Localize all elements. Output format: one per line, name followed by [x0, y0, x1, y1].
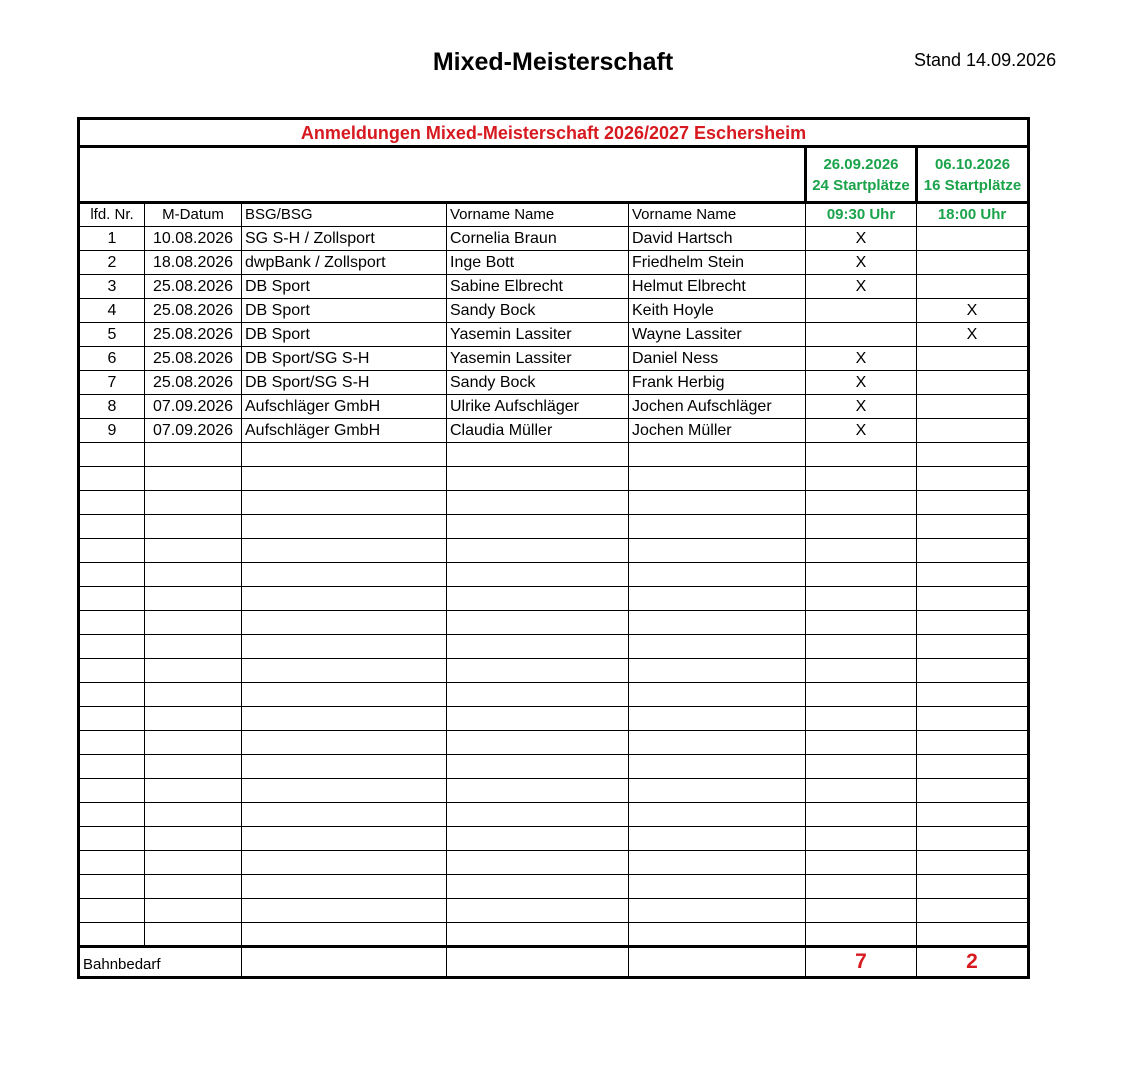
row-date: 25.08.2026: [145, 299, 242, 323]
row-bsg: [242, 563, 447, 587]
row-bsg: [242, 779, 447, 803]
row-event-2-mark: [917, 371, 1029, 395]
row-event-2-mark: [917, 419, 1029, 443]
stand-date: Stand 14.09.2026: [914, 50, 1057, 70]
row-number: [79, 563, 145, 587]
row-date: [145, 587, 242, 611]
row-number: 8: [79, 395, 145, 419]
row-number: 4: [79, 299, 145, 323]
row-number: [79, 875, 145, 899]
row-bsg: DB Sport/SG S-H: [242, 371, 447, 395]
row-name1: [447, 611, 629, 635]
row-number: [79, 443, 145, 467]
row-event-1-mark: [806, 635, 917, 659]
row-name1: [447, 659, 629, 683]
table-row: [79, 347, 1029, 371]
row-date: 18.08.2026: [145, 251, 242, 275]
row-event-1-mark: [806, 515, 917, 539]
row-bsg: Aufschläger GmbH: [242, 419, 447, 443]
row-number: [79, 635, 145, 659]
row-number: [79, 539, 145, 563]
row-event-1-mark: [806, 683, 917, 707]
footer-sum-event-1: 7: [806, 947, 917, 978]
footer-empty: [242, 947, 447, 978]
row-name1: Claudia Müller: [447, 419, 629, 443]
row-event-1-mark: [806, 827, 917, 851]
row-bsg: [242, 635, 447, 659]
row-event-2-mark: [917, 563, 1029, 587]
footer-label: Bahnbedarf: [79, 947, 242, 978]
row-name1: [447, 539, 629, 563]
row-event-1-mark: [806, 899, 917, 923]
row-bsg: [242, 587, 447, 611]
row-event-2-mark: [917, 707, 1029, 731]
row-name2: Jochen Aufschläger: [629, 395, 806, 419]
table-row: [79, 251, 1029, 275]
row-name1: [447, 707, 629, 731]
registration-table: [77, 117, 1030, 979]
row-number: 2: [79, 251, 145, 275]
row-date: [145, 491, 242, 515]
row-event-2-mark: [917, 923, 1029, 947]
row-event-2-mark: [917, 491, 1029, 515]
row-number: 6: [79, 347, 145, 371]
table-row: [79, 443, 1029, 467]
table-row: [79, 707, 1029, 731]
row-name2: David Hartsch: [629, 227, 806, 251]
row-name1: Sandy Bock: [447, 371, 629, 395]
row-name1: [447, 827, 629, 851]
table-row: [79, 491, 1029, 515]
row-name2: [629, 683, 806, 707]
row-bsg: DB Sport: [242, 323, 447, 347]
event-2-slots: 16 Startplätze: [923, 176, 1022, 194]
event-1-header: [806, 147, 917, 203]
row-event-2-mark: X: [917, 323, 1029, 347]
row-event-1-mark: [806, 779, 917, 803]
row-name2: [629, 443, 806, 467]
table-row: [79, 419, 1029, 443]
row-event-1-mark: [806, 299, 917, 323]
row-bsg: DB Sport: [242, 299, 447, 323]
row-number: [79, 851, 145, 875]
row-bsg: Aufschläger GmbH: [242, 395, 447, 419]
row-date: [145, 923, 242, 947]
row-event-2-mark: [917, 683, 1029, 707]
footer-empty: [447, 947, 629, 978]
row-bsg: [242, 923, 447, 947]
row-bsg: [242, 515, 447, 539]
row-name1: Sabine Elbrecht: [447, 275, 629, 299]
row-name2: [629, 875, 806, 899]
row-date: [145, 779, 242, 803]
row-number: 7: [79, 371, 145, 395]
row-date: [145, 875, 242, 899]
table-row: [79, 851, 1029, 875]
row-name1: Cornelia Braun: [447, 227, 629, 251]
footer-empty: [629, 947, 806, 978]
row-name2: [629, 587, 806, 611]
row-date: [145, 755, 242, 779]
row-bsg: [242, 683, 447, 707]
table-row: [79, 395, 1029, 419]
row-bsg: [242, 443, 447, 467]
row-date: [145, 635, 242, 659]
row-name2: [629, 491, 806, 515]
row-event-1-mark: [806, 587, 917, 611]
row-bsg: [242, 827, 447, 851]
row-date: 25.08.2026: [145, 323, 242, 347]
row-bsg: SG S-H / Zollsport: [242, 227, 447, 251]
row-number: [79, 707, 145, 731]
row-date: [145, 659, 242, 683]
row-name1: [447, 683, 629, 707]
row-name1: [447, 875, 629, 899]
row-name1: Ulrike Aufschläger: [447, 395, 629, 419]
row-bsg: [242, 755, 447, 779]
row-number: [79, 587, 145, 611]
row-name2: [629, 515, 806, 539]
col-header-datum: M-Datum: [145, 203, 242, 227]
row-date: [145, 731, 242, 755]
table-row: [79, 635, 1029, 659]
row-event-2-mark: [917, 755, 1029, 779]
row-event-1-mark: [806, 563, 917, 587]
row-name2: Daniel Ness: [629, 347, 806, 371]
row-date: [145, 803, 242, 827]
row-name2: [629, 467, 806, 491]
row-event-2-mark: [917, 587, 1029, 611]
table-row: [79, 299, 1029, 323]
row-name1: [447, 779, 629, 803]
row-event-2-mark: [917, 899, 1029, 923]
table-row: [79, 515, 1029, 539]
row-name2: [629, 899, 806, 923]
row-name1: [447, 515, 629, 539]
row-bsg: DB Sport/SG S-H: [242, 347, 447, 371]
table-row: [79, 587, 1029, 611]
row-event-1-mark: X: [806, 251, 917, 275]
table-row: [79, 227, 1029, 251]
row-bsg: dwpBank / Zollsport: [242, 251, 447, 275]
row-name2: [629, 635, 806, 659]
row-event-2-mark: [917, 851, 1029, 875]
event-1-slots: 24 Startplätze: [812, 176, 910, 194]
row-event-2-mark: [917, 779, 1029, 803]
event-2-header: [917, 147, 1029, 203]
row-date: [145, 515, 242, 539]
row-event-1-mark: [806, 707, 917, 731]
row-name1: [447, 755, 629, 779]
row-name1: Yasemin Lassiter: [447, 347, 629, 371]
row-event-1-mark: [806, 491, 917, 515]
row-name2: [629, 803, 806, 827]
table-row: [79, 371, 1029, 395]
event-2-time: 18:00 Uhr: [917, 203, 1029, 227]
row-event-1-mark: X: [806, 395, 917, 419]
row-number: [79, 611, 145, 635]
row-name2: Wayne Lassiter: [629, 323, 806, 347]
row-name2: [629, 851, 806, 875]
row-event-2-mark: [917, 659, 1029, 683]
row-number: [79, 755, 145, 779]
row-event-1-mark: [806, 467, 917, 491]
row-bsg: [242, 731, 447, 755]
row-event-1-mark: [806, 731, 917, 755]
row-date: [145, 851, 242, 875]
row-date: [145, 899, 242, 923]
table-row: [79, 779, 1029, 803]
row-number: [79, 779, 145, 803]
row-event-1-mark: [806, 923, 917, 947]
row-bsg: [242, 539, 447, 563]
row-name2: [629, 707, 806, 731]
row-event-2-mark: [917, 539, 1029, 563]
row-date: [145, 563, 242, 587]
table-row: [79, 875, 1029, 899]
table-row: [79, 731, 1029, 755]
row-event-1-mark: [806, 443, 917, 467]
row-date: 07.09.2026: [145, 419, 242, 443]
row-name2: Frank Herbig: [629, 371, 806, 395]
table-row: [79, 899, 1029, 923]
row-event-2-mark: [917, 803, 1029, 827]
row-bsg: [242, 707, 447, 731]
row-date: 25.08.2026: [145, 371, 242, 395]
col-header-name1: Vorname Name: [447, 203, 629, 227]
row-event-1-mark: X: [806, 227, 917, 251]
event-2-date: 06.10.2026: [934, 155, 1011, 173]
row-name1: [447, 443, 629, 467]
row-bsg: [242, 803, 447, 827]
row-event-2-mark: [917, 731, 1029, 755]
row-number: [79, 491, 145, 515]
row-number: 5: [79, 323, 145, 347]
row-event-2-mark: [917, 515, 1029, 539]
row-name1: [447, 731, 629, 755]
row-name1: [447, 491, 629, 515]
row-event-2-mark: [917, 635, 1029, 659]
row-event-2-mark: [917, 227, 1029, 251]
row-name1: Yasemin Lassiter: [447, 323, 629, 347]
row-name1: Inge Bott: [447, 251, 629, 275]
row-bsg: [242, 875, 447, 899]
table-row: [79, 467, 1029, 491]
row-name1: [447, 587, 629, 611]
row-name2: [629, 611, 806, 635]
row-name2: Jochen Müller: [629, 419, 806, 443]
table-row: [79, 275, 1029, 299]
row-name1: [447, 899, 629, 923]
row-event-1-mark: X: [806, 371, 917, 395]
row-number: 3: [79, 275, 145, 299]
col-header-nr: lfd. Nr.: [79, 203, 145, 227]
row-date: [145, 443, 242, 467]
row-bsg: [242, 467, 447, 491]
row-event-2-mark: [917, 347, 1029, 371]
row-name2: Keith Hoyle: [629, 299, 806, 323]
row-date: [145, 539, 242, 563]
row-name1: [447, 923, 629, 947]
row-event-1-mark: [806, 875, 917, 899]
row-event-2-mark: [917, 827, 1029, 851]
row-name2: [629, 563, 806, 587]
row-date: 25.08.2026: [145, 275, 242, 299]
row-event-1-mark: [806, 539, 917, 563]
row-date: 07.09.2026: [145, 395, 242, 419]
row-event-1-mark: [806, 659, 917, 683]
table-row: [79, 755, 1029, 779]
row-date: [145, 707, 242, 731]
event-1-date: 26.09.2026: [823, 155, 899, 173]
row-name2: Friedhelm Stein: [629, 251, 806, 275]
row-date: 10.08.2026: [145, 227, 242, 251]
row-number: [79, 803, 145, 827]
row-event-2-mark: [917, 275, 1029, 299]
col-header-name2: Vorname Name: [629, 203, 806, 227]
table-row: [79, 659, 1029, 683]
row-name2: Helmut Elbrecht: [629, 275, 806, 299]
row-event-2-mark: [917, 875, 1029, 899]
row-event-2-mark: [917, 395, 1029, 419]
row-name2: [629, 755, 806, 779]
row-date: [145, 827, 242, 851]
row-bsg: [242, 611, 447, 635]
row-number: [79, 683, 145, 707]
row-name1: Sandy Bock: [447, 299, 629, 323]
table-row: [79, 611, 1029, 635]
col-header-bsg: BSG/BSG: [242, 203, 447, 227]
header-spacer: [79, 147, 806, 203]
row-number: [79, 659, 145, 683]
row-bsg: DB Sport: [242, 275, 447, 299]
table-row: [79, 803, 1029, 827]
row-bsg: [242, 851, 447, 875]
row-event-1-mark: X: [806, 347, 917, 371]
row-number: [79, 515, 145, 539]
row-event-1-mark: X: [806, 275, 917, 299]
row-bsg: [242, 491, 447, 515]
row-event-1-mark: [806, 323, 917, 347]
row-event-2-mark: [917, 611, 1029, 635]
row-name1: [447, 803, 629, 827]
row-event-1-mark: [806, 803, 917, 827]
row-name2: [629, 779, 806, 803]
table-row: [79, 923, 1029, 947]
row-number: 9: [79, 419, 145, 443]
row-event-1-mark: [806, 851, 917, 875]
row-number: [79, 731, 145, 755]
page-title: Mixed-Meisterschaft: [432, 48, 674, 76]
row-date: [145, 683, 242, 707]
table-row: [79, 323, 1029, 347]
table-row: [79, 827, 1029, 851]
event-1-time: 09:30 Uhr: [806, 203, 917, 227]
table-row: [79, 539, 1029, 563]
row-number: [79, 467, 145, 491]
row-number: [79, 923, 145, 947]
row-name1: [447, 467, 629, 491]
row-name1: [447, 851, 629, 875]
row-name2: [629, 731, 806, 755]
row-name2: [629, 659, 806, 683]
row-number: [79, 827, 145, 851]
row-event-1-mark: [806, 611, 917, 635]
row-event-1-mark: X: [806, 419, 917, 443]
row-name1: [447, 563, 629, 587]
row-number: [79, 899, 145, 923]
table-banner: Anmeldungen Mixed-Meisterschaft 2026/2027 Eschersheim: [79, 119, 1029, 147]
row-date: [145, 467, 242, 491]
row-event-2-mark: [917, 443, 1029, 467]
row-event-2-mark: [917, 467, 1029, 491]
row-date: [145, 611, 242, 635]
row-name1: [447, 635, 629, 659]
row-event-2-mark: [917, 251, 1029, 275]
row-number: 1: [79, 227, 145, 251]
row-date: 25.08.2026: [145, 347, 242, 371]
table-row: [79, 683, 1029, 707]
table-row: [79, 563, 1029, 587]
row-name2: [629, 539, 806, 563]
row-event-1-mark: [806, 755, 917, 779]
footer-sum-event-2: 2: [917, 947, 1029, 978]
row-bsg: [242, 899, 447, 923]
footer-row: [79, 947, 1029, 978]
row-name2: [629, 923, 806, 947]
row-bsg: [242, 659, 447, 683]
row-name2: [629, 827, 806, 851]
row-event-2-mark: X: [917, 299, 1029, 323]
